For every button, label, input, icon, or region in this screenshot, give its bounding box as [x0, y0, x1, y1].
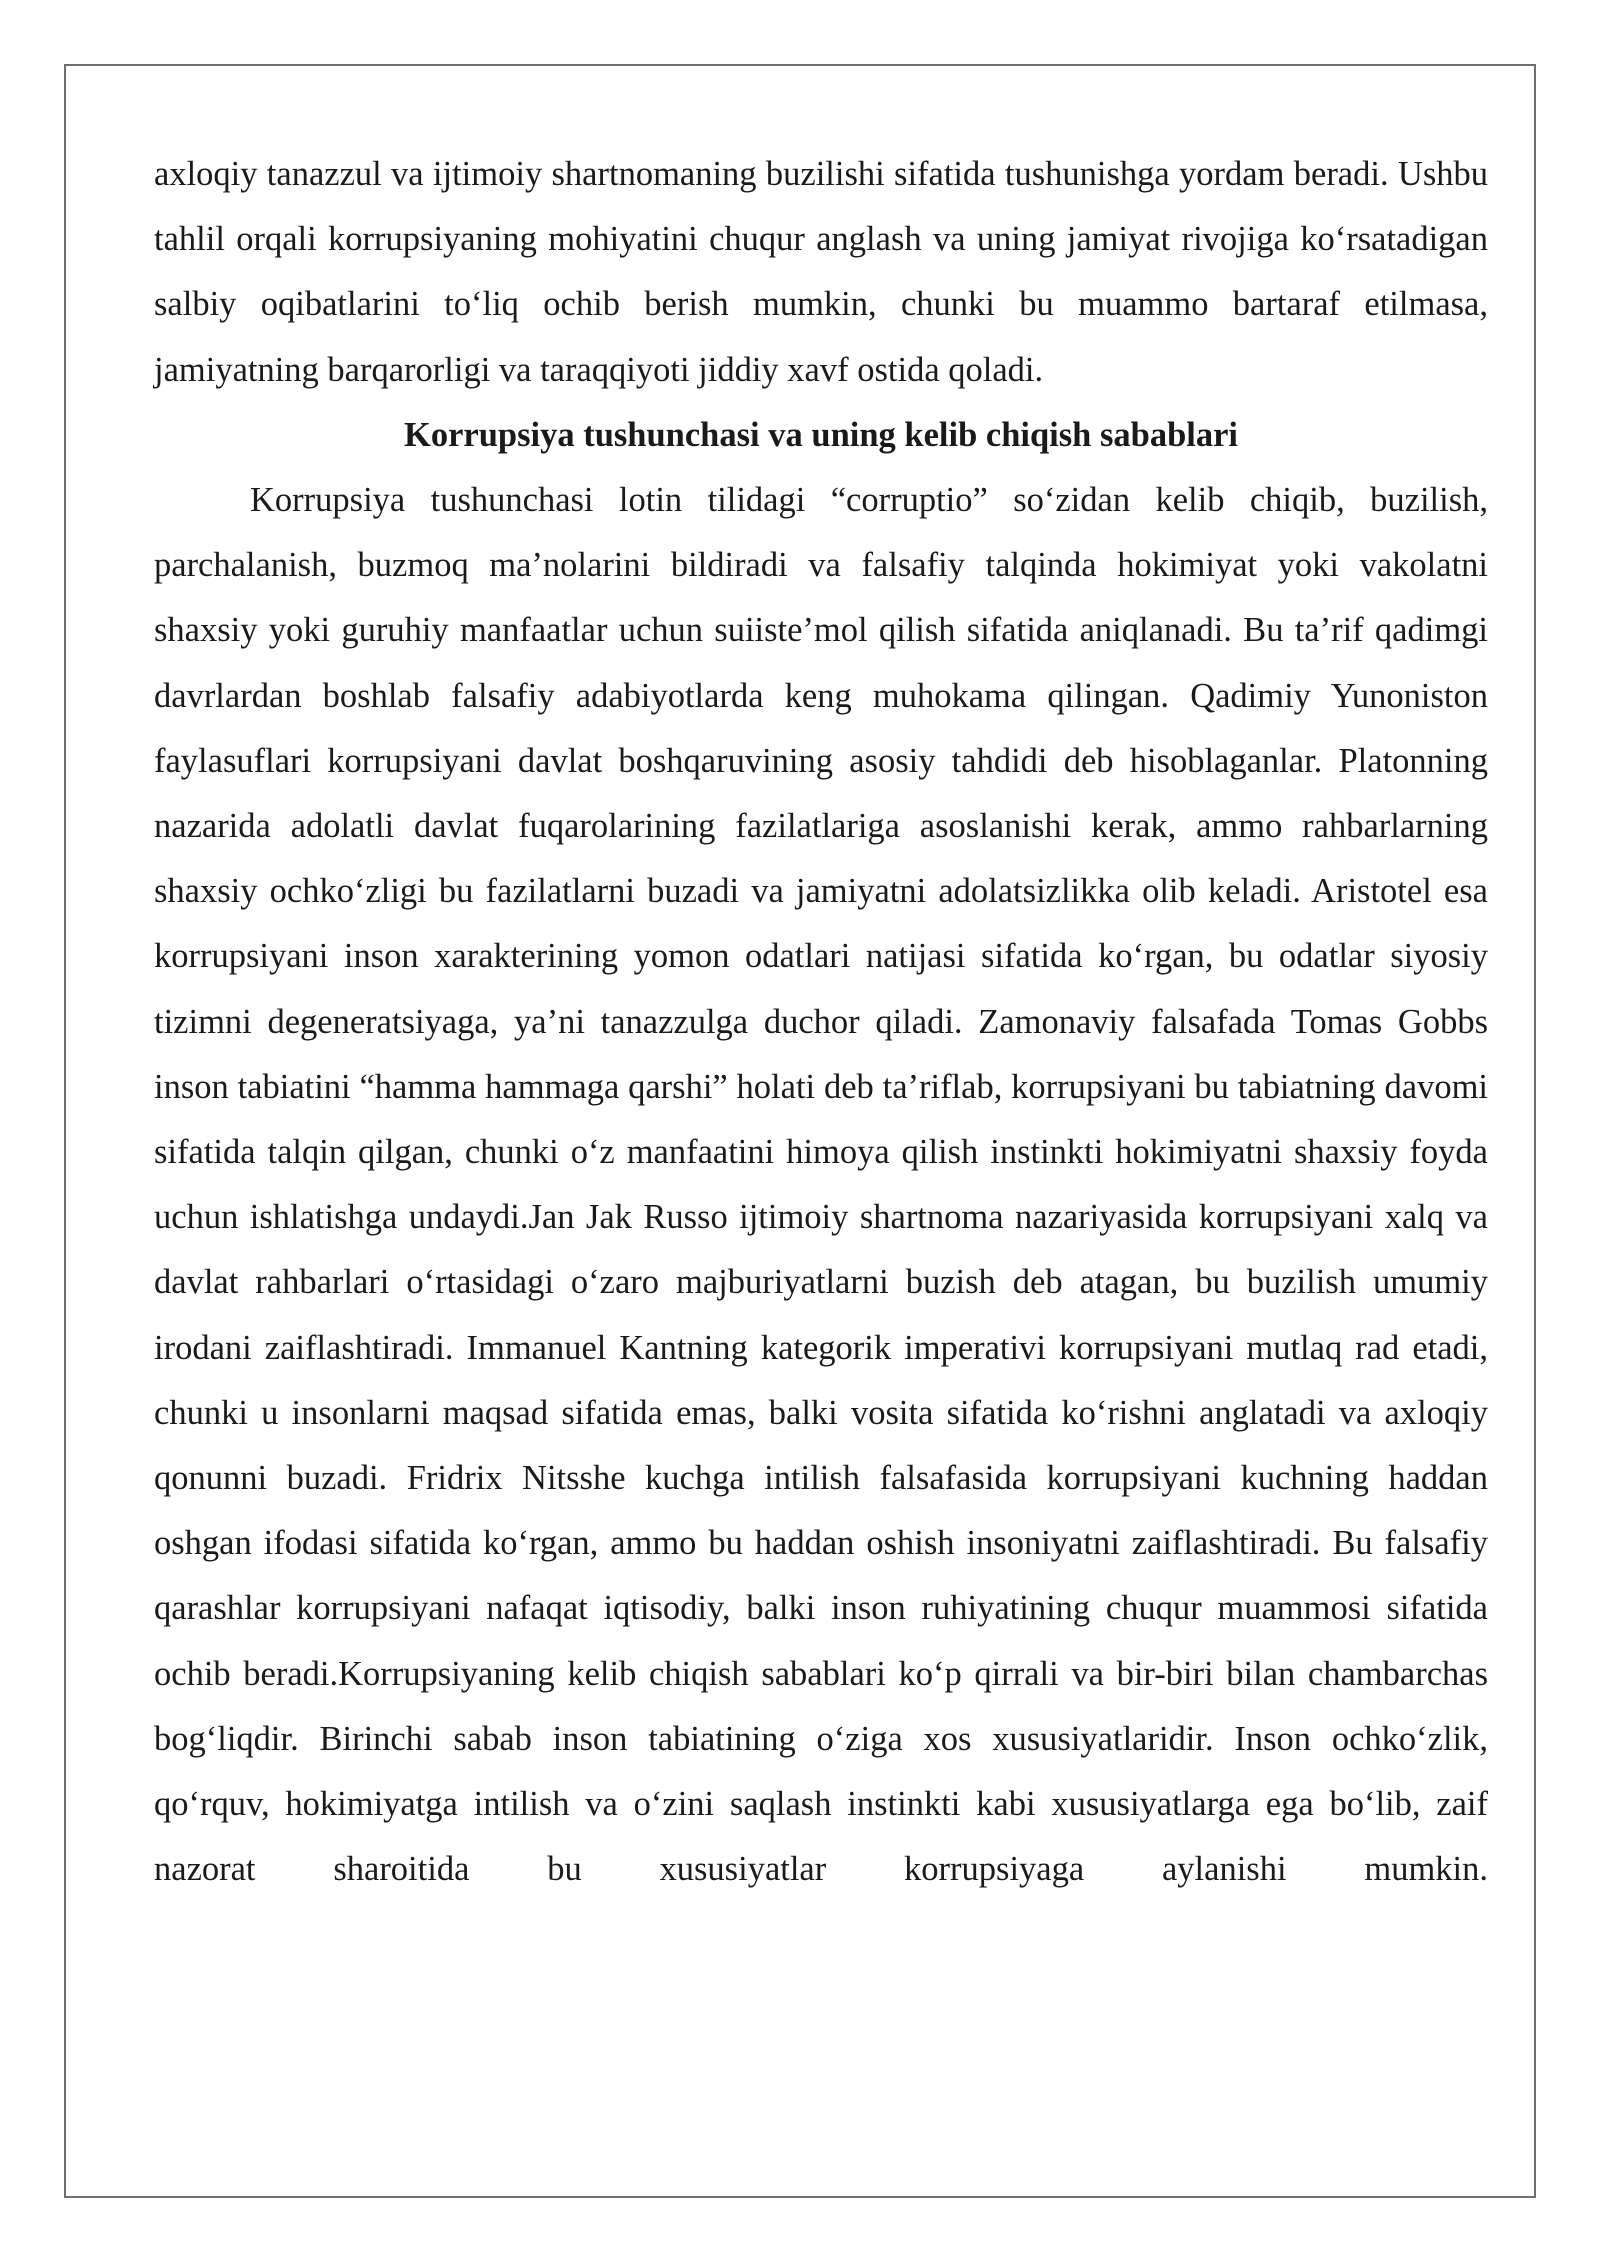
section-heading: Korrupsiya tushunchasi va uning kelib chiqish sabablari	[403, 415, 1239, 454]
paragraph-main: Korrupsiya tushunchasi lotin tilidagi “corruptio” so‘zidan kelib chiqib, buzilish, parchalanish, buzmoq ma’nolarini bildiradi va falsafiy talqinda hokimiyat yoki vakolatni shaxsiy yoki guruhiy manfaatlar uchun suiiste’mol qilish sifatida aniqlanadi. Bu ta’rif qadimgi davrlardan boshlab falsafiy adabiyotlarda keng muhokama qilingan. Qadimiy Yunoniston faylasuflari korrupsiyani davlat boshqaruvining asosiy tahdidi deb hisoblaganlar. Platonning nazarida adolatli davlat fuqarolarining fazilatlariga asoslanishi kerak, ammo rahbarlarning shaxsiy ochko‘zligi bu fazilatlarni buzadi va jamiyatni adolatsizlikka olib keladi. Aristotel esa korrupsiyani inson xarakterining yomon odatlari natijasi sifatida ko‘rgan, bu odatlar siyosiy tizimni degeneratsiyaga, ya’ni tanazzulga duchor qiladi. Zamonaviy falsafada Tomas Gobbs inson tabiatini “hamma hammaga qarshi” holati deb ta’riflab, korrupsiyani bu tabiatning davomi sifatida talqin qilgan, chunki o‘z manfaatini himoya qilish instinkti hokimiyatni shaxsiy foyda uchun ishlatishga undaydi.Jan Jak Russo ijtimoiy shartnoma nazariyasida korrupsiyani xalq va davlat rahbarlari o‘rtasidagi o‘zaro majburiyatlarni buzish deb atagan, bu buzilish umumiy irodani zaiflashtiradi. Immanuel Kantning kategorik imperativi korrupsiyani mutlaq rad etadi, chunki u insonlarni maqsad sifatida emas, balki vosita sifatida ko‘rishni anglatadi va axloqiy qonunni buzadi. Fridrix Nitsshe kuchga intilish falsafasida korrupsiyani kuchning haddan oshgan ifodasi sifatida ko‘rgan, ammo bu haddan oshish insoniyatni zaiflashtiradi. Bu falsafiy qarashlar korrupsiyani nafaqat iqtisodiy, balki inson ruhiyatining chuqur muammosi sifatida ochib beradi.Korrupsiyaning kelib chiqish sabablari ko‘p qirrali va bir-biri bilan chambarchas bog‘liqdir. Birinchi sabab inson tabiatining o‘ziga xos xususiyatlaridir. Inson ochko‘zlik, qo‘rquv, hokimiyatga intilish va o‘zini saqlash instinkti kabi xususiyatlarga ega bo‘lib, zaif nazorat sharoitida bu xususiyatlar korrupsiyaga aylanishi mumkin.	[154, 481, 1488, 1889]
paragraph-intro: axloqiy tanazzul va ijtimoiy shartnomaning buzilishi sifatida tushunishga yordam beradi. Ushbu tahlil orqali korrupsiyaning mohiyatini chuqur anglash va uning jamiyat rivojiga ko‘rsatadigan salbiy oqibatlarini to‘liq ochib berish mumkin, chunki bu muammo bartaraf etilmasa, jamiyatning barqarorligi va taraqqiyoti jiddiy xavf ostida qoladi.	[154, 155, 1488, 389]
document-body	[154, 142, 1488, 1902]
